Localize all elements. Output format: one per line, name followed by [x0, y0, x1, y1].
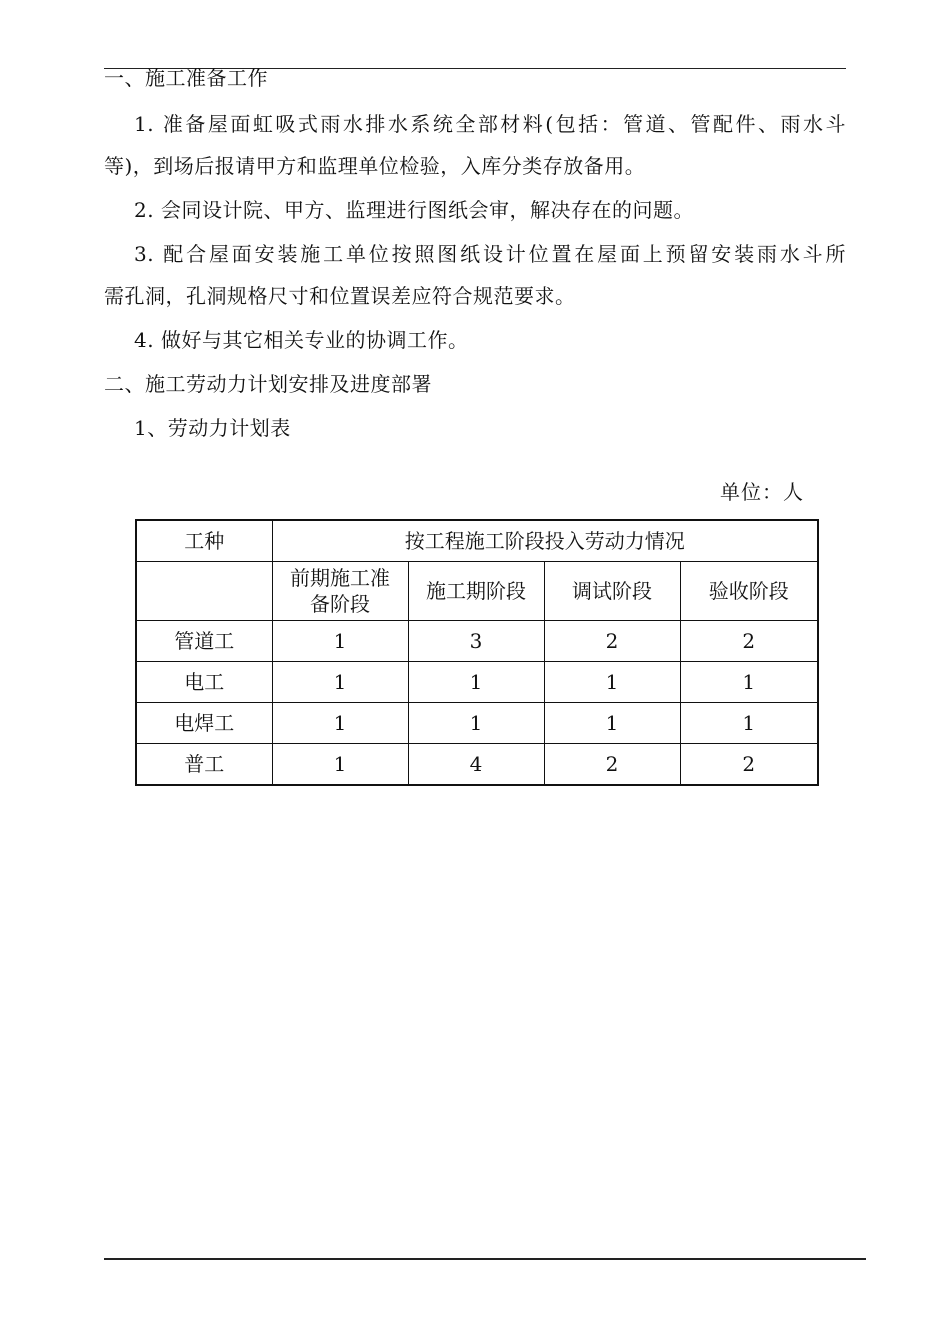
table-row: [136, 621, 818, 662]
labor-plan-subheading: 1、劳动力计划表: [134, 416, 291, 440]
count-cell: 2: [544, 744, 680, 786]
count-cell: 1: [408, 662, 544, 703]
count-cell: 2: [544, 621, 680, 662]
phase-group-header: 按工程施工阶段投入劳动力情况: [272, 520, 818, 562]
trade-cell: 电工: [136, 662, 272, 703]
count-cell: 3: [408, 621, 544, 662]
count-cell: 1: [544, 703, 680, 744]
count-cell: 1: [408, 703, 544, 744]
count-cell: 1: [680, 662, 818, 703]
trade-cell: 管道工: [136, 621, 272, 662]
item-1-line-1: 1. 准备屋面虹吸式雨水排水系统全部材料(包括：管道、管配件、雨水斗: [134, 112, 846, 136]
trade-cell: 电焊工: [136, 703, 272, 744]
count-cell: 1: [544, 662, 680, 703]
table-row: [136, 744, 818, 786]
item-1-line-2: 等)，到场后报请甲方和监理单位检验，入库分类存放备用。: [104, 154, 646, 178]
count-cell: 1: [272, 662, 408, 703]
phase-header-cell: 验收阶段: [680, 562, 818, 621]
phase-header-label: 前期施工准备阶段: [290, 566, 390, 616]
count-cell: 2: [680, 621, 818, 662]
phase-header-cell: 施工期阶段: [408, 562, 544, 621]
labor-plan-table: [135, 519, 819, 786]
count-cell: 1: [272, 621, 408, 662]
item-3-line-2: 需孔洞，孔洞规格尺寸和位置误差应符合规范要求。: [104, 284, 576, 308]
unit-label: 单位：人: [720, 480, 804, 504]
count-cell: 2: [680, 744, 818, 786]
phase-header-cell: 调试阶段: [544, 562, 680, 621]
count-cell: 1: [680, 703, 818, 744]
table-header-row: [136, 520, 818, 562]
trade-column-header: 工种: [136, 520, 272, 562]
item-3-line-1: 3. 配合屋面安装施工单位按照图纸设计位置在屋面上预留安装雨水斗所: [134, 242, 846, 266]
trade-cell: 普工: [136, 744, 272, 786]
phase-header-cell: [272, 562, 408, 621]
section-2-heading: 二、施工劳动力计划安排及进度部署: [104, 372, 432, 396]
item-4: 4. 做好与其它相关专业的协调工作。: [134, 328, 469, 352]
section-1-heading: 一、施工准备工作: [104, 66, 268, 90]
table-row: [136, 662, 818, 703]
phase-header-row: [136, 562, 818, 621]
item-2: 2. 会同设计院、甲方、监理进行图纸会审，解决存在的问题。: [134, 198, 694, 222]
count-cell: 1: [272, 703, 408, 744]
count-cell: 1: [272, 744, 408, 786]
table-row: [136, 703, 818, 744]
count-cell: 4: [408, 744, 544, 786]
footer-rule: [104, 1258, 866, 1260]
empty-header-cell: [136, 562, 272, 621]
